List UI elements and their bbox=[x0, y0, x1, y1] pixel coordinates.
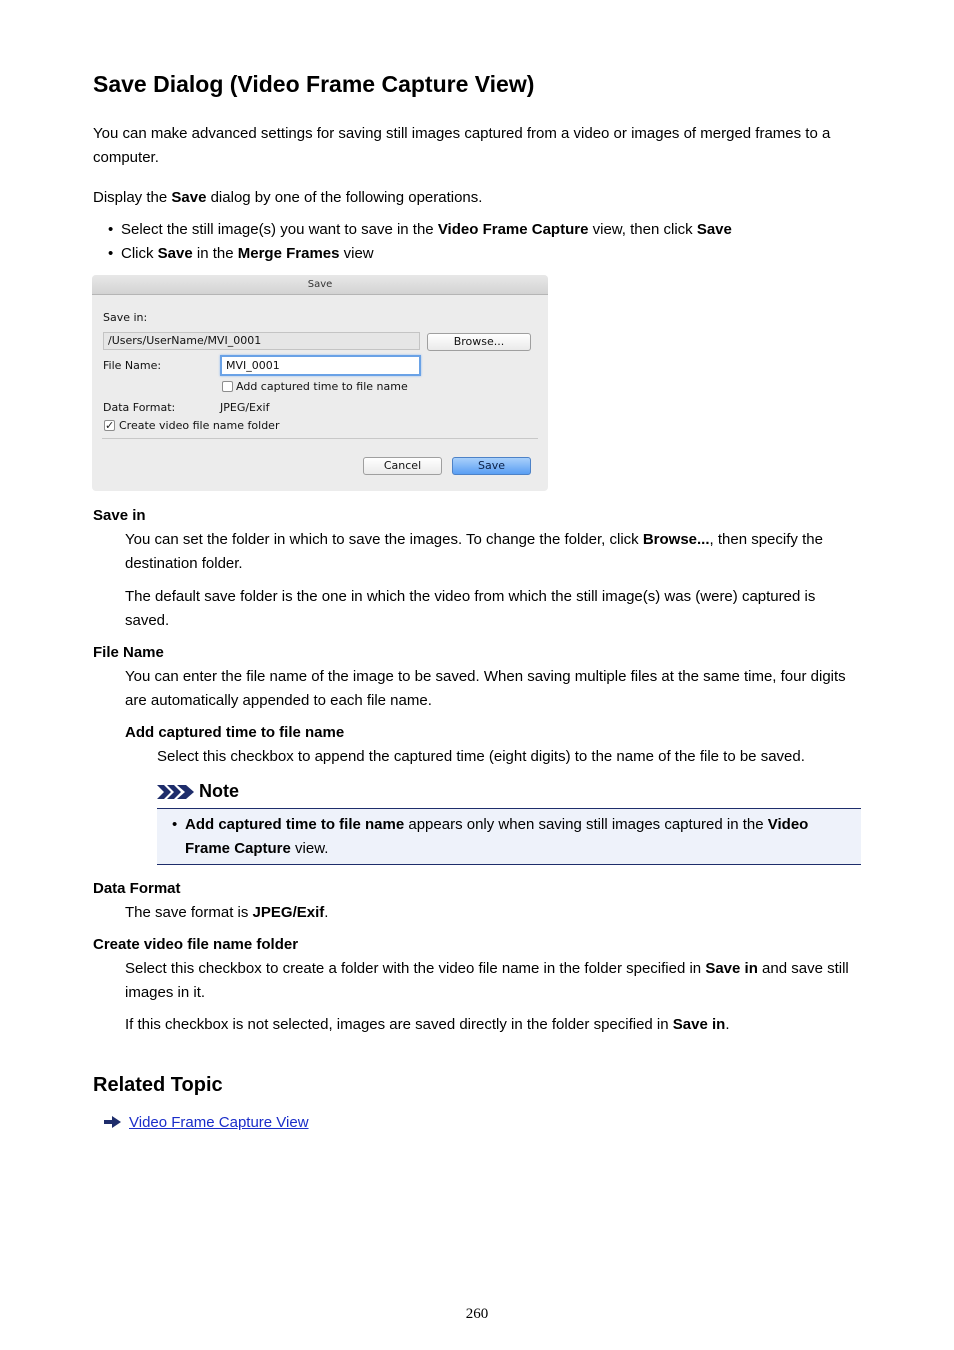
browse-button[interactable]: Browse... bbox=[427, 333, 531, 351]
page-title: Save Dialog (Video Frame Capture View) bbox=[93, 71, 535, 97]
list-item: • Click Save in the Merge Frames view bbox=[93, 242, 732, 266]
note-icon bbox=[157, 784, 195, 800]
data-format-term: Data Format bbox=[93, 880, 181, 897]
file-name-term: File Name bbox=[93, 644, 164, 661]
file-name-label: File Name: bbox=[103, 359, 162, 372]
save-dialog-screenshot bbox=[92, 275, 548, 491]
create-folder-unselected-description: If this checkbox is not selected, images are saved directly in the folder specified in Save in. bbox=[125, 1016, 730, 1033]
operations-list bbox=[93, 218, 732, 266]
dialog-divider bbox=[102, 438, 538, 439]
add-time-term: Add captured time to file name bbox=[125, 724, 345, 741]
add-time-description: Select this checkbox to append the captured time (eight digits) to the name of the file to be saved. bbox=[157, 748, 805, 765]
note-box bbox=[157, 808, 861, 865]
display-paragraph: Display the Save dialog by one of the following operations. bbox=[93, 189, 483, 206]
related-link-row bbox=[104, 1111, 309, 1135]
save-in-path-field[interactable]: /Users/UserName/MVI_0001 bbox=[103, 332, 420, 350]
video-frame-capture-view-link[interactable]: Video Frame Capture View bbox=[129, 1114, 309, 1131]
file-name-input[interactable]: MVI_0001 bbox=[220, 355, 421, 376]
dialog-title-bar: Save bbox=[92, 275, 548, 295]
file-name-description: You can enter the file name of the image to be saved. When saving multiple files at the same time, four digits are automatically appended to each file name. bbox=[125, 668, 846, 709]
add-time-label: Add captured time to file name bbox=[236, 380, 408, 393]
save-in-term: Save in bbox=[93, 507, 146, 524]
data-format-description: The save format is JPEG/Exif. bbox=[125, 904, 329, 921]
related-topic-heading: Related Topic bbox=[93, 1074, 223, 1096]
create-folder-label: Create video file name folder bbox=[119, 419, 280, 432]
list-item: • Select the still image(s) you want to save in the Video Frame Capture view, then click Save bbox=[93, 218, 732, 242]
data-format-value: JPEG/Exif bbox=[220, 401, 270, 414]
cancel-button[interactable]: Cancel bbox=[363, 457, 442, 475]
save-button[interactable]: Save bbox=[452, 457, 531, 475]
intro-paragraph: You can make advanced settings for saving still images captured from a video or images of merged frames to a computer. bbox=[93, 125, 831, 166]
data-format-label: Data Format: bbox=[103, 401, 176, 414]
arrow-right-icon bbox=[104, 1116, 122, 1128]
page-number: 260 bbox=[465, 1306, 489, 1322]
create-folder-description: Select this checkbox to create a folder with the video file name in the folder specified in Save in and save still images in it. bbox=[125, 960, 849, 1001]
save-in-label: Save in: bbox=[103, 311, 148, 324]
save-in-default-description: The default save folder is the one in which the video from which the still image(s) was (were) captured is saved. bbox=[125, 588, 816, 629]
save-in-description: You can set the folder in which to save the images. To change the folder, click Browse..., then specify the destination folder. bbox=[125, 531, 823, 572]
checkmark-icon: ✓ bbox=[105, 419, 115, 432]
add-time-checkbox[interactable] bbox=[222, 381, 233, 392]
note-heading: Note bbox=[157, 779, 239, 803]
create-folder-checkbox[interactable] bbox=[104, 420, 115, 431]
note-item: • Add captured time to file name appears only when saving still images captured in the Video Frame Capture view. bbox=[185, 813, 855, 861]
create-folder-term: Create video file name folder bbox=[93, 936, 299, 953]
